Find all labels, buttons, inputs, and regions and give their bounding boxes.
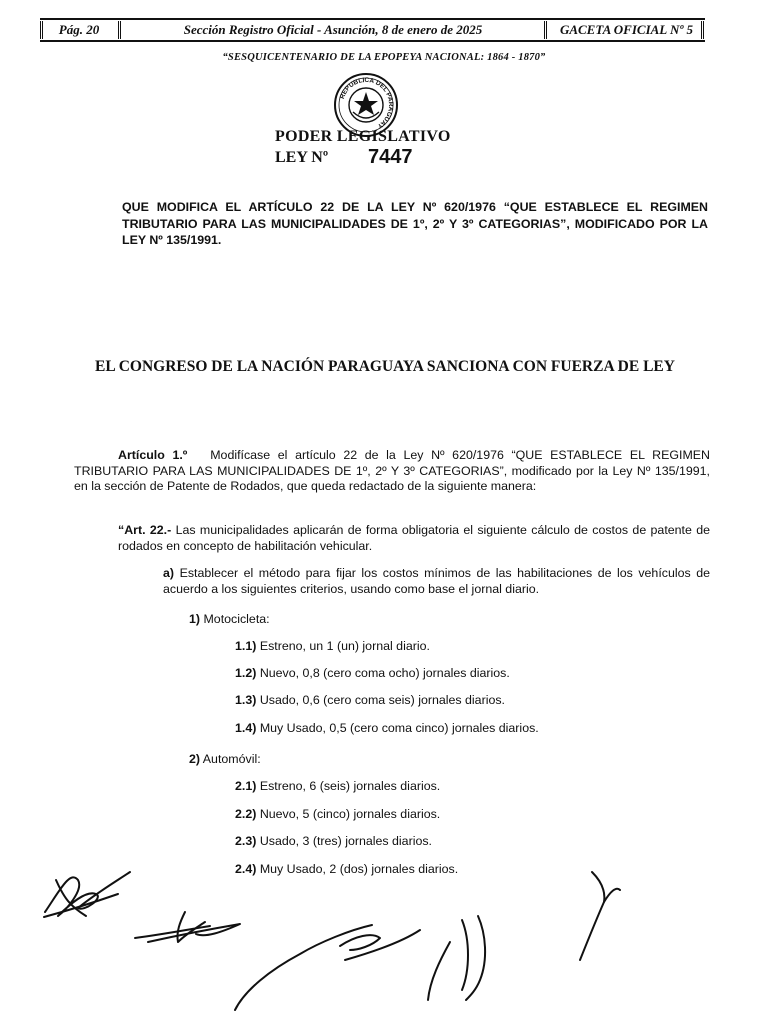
seal-text: REPUBLICA DEL PARAGUAY: [338, 76, 395, 130]
law-title: QUE MODIFICA EL ARTÍCULO 22 DE LA LEY Nº 620/1976 “QUE ESTABLECE EL REGIMEN TRIBUTARIO PARA LAS MUNICIPALIDADES DE 1º, 2º Y 3º CATEGORIAS”, MODIFICADO POR LA LEY Nº 135/1991.: [122, 200, 708, 247]
list-item-text: Nuevo, 5 (cinco) jornales diarios.: [259, 807, 441, 821]
group-label: 1): [189, 612, 201, 626]
group-name: Motocicleta:: [203, 612, 270, 626]
gazette-header: [40, 18, 705, 42]
law-number: 7447: [368, 146, 413, 168]
list-item-text: Muy Usado, 0,5 (cero coma cinco) jornales diarios.: [259, 721, 539, 735]
group-heading: [189, 752, 261, 766]
item-a: [163, 566, 710, 597]
signature-mark: [56, 880, 86, 916]
signature-mark: [148, 924, 240, 942]
page-number: Pág. 20: [58, 22, 100, 37]
list-item: [235, 779, 440, 793]
article-1: [74, 448, 710, 495]
list-item: [235, 834, 432, 848]
list-item-text: Usado, 3 (tres) jornales diarios.: [259, 834, 432, 848]
group-name: Automóvil:: [202, 752, 261, 766]
legislative-power: PODER LEGISLATIVO: [275, 128, 451, 145]
list-item: [235, 721, 539, 735]
law-label: LEY Nº: [275, 149, 329, 166]
enacting-clause: EL CONGRESO DE LA NACIÓN PARAGUAYA SANCIONA CON FUERZA DE LEY: [95, 358, 675, 375]
list-item-label: 1.3): [235, 693, 257, 707]
list-item: [235, 693, 505, 707]
signature-mark: [345, 930, 420, 960]
list-item: [235, 807, 440, 821]
list-item-label: 2.2): [235, 807, 257, 821]
list-item-label: 2.4): [235, 862, 257, 876]
signature-mark: [235, 925, 372, 1010]
list-item-text: Muy Usado, 2 (dos) jornales diarios.: [259, 862, 459, 876]
article-22-label: “Art. 22.-: [118, 523, 172, 537]
motto: “SESQUICENTENARIO DE LA EPOPEYA NACIONAL: 1864 - 1870”: [222, 52, 546, 63]
list-item-text: Nuevo, 0,8 (cero coma ocho) jornales diarios.: [259, 666, 510, 680]
list-item-text: Estreno, un 1 (un) jornal diario.: [259, 639, 430, 653]
list-item-label: 1.4): [235, 721, 257, 735]
article-1-text: Modifícase el artículo 22 de la Ley Nº 620/1976 “QUE ESTABLECE EL REGIMEN TRIBUTARIO PARA LAS MUNICIPALIDADES DE 1º, 2º Y 3º CATEGORIAS”, modificado por la Ley Nº 135/1991, en la sección de Patente de Rodados, que queda redactado de la siguiente manera:: [74, 448, 710, 493]
list-item-text: Estreno, 6 (seis) jornales diarios.: [259, 779, 441, 793]
group-heading: [189, 612, 270, 626]
article-22-text: Las municipalidades aplicarán de forma obligatoria el siguiente cálculo de costos de patente de rodados en concepto de habilitación vehicular.: [118, 523, 710, 553]
signature-mark: [340, 935, 380, 950]
gazette-number: GACETA OFICIAL Nº 5: [559, 22, 694, 37]
list-item: [235, 666, 510, 680]
signature-mark: [580, 872, 604, 960]
header-section: Sección Registro Oficial - Asunción, 8 de enero de 2025: [183, 22, 483, 37]
item-a-text: Establecer el método para fijar los costos mínimos de las habilitaciones de los vehículos de acuerdo a los siguientes criterios, usando como base el jornal diario.: [163, 566, 710, 596]
article-1-label: Artículo 1.º: [118, 448, 188, 462]
list-item-label: 2.3): [235, 834, 257, 848]
item-a-label: a): [163, 566, 175, 580]
signature-mark: [604, 889, 620, 902]
list-item-label: 1.1): [235, 639, 257, 653]
signature-mark: [428, 942, 450, 1000]
list-item-text: Usado, 0,6 (cero coma seis) jornales diarios.: [259, 693, 505, 707]
signature-mark: [462, 920, 468, 990]
signatures: [0, 850, 768, 1024]
group-label: 2): [189, 752, 201, 766]
list-item-label: 2.1): [235, 779, 257, 793]
list-item: [235, 639, 430, 653]
list-item-label: 1.2): [235, 666, 257, 680]
article-22: [118, 523, 710, 554]
